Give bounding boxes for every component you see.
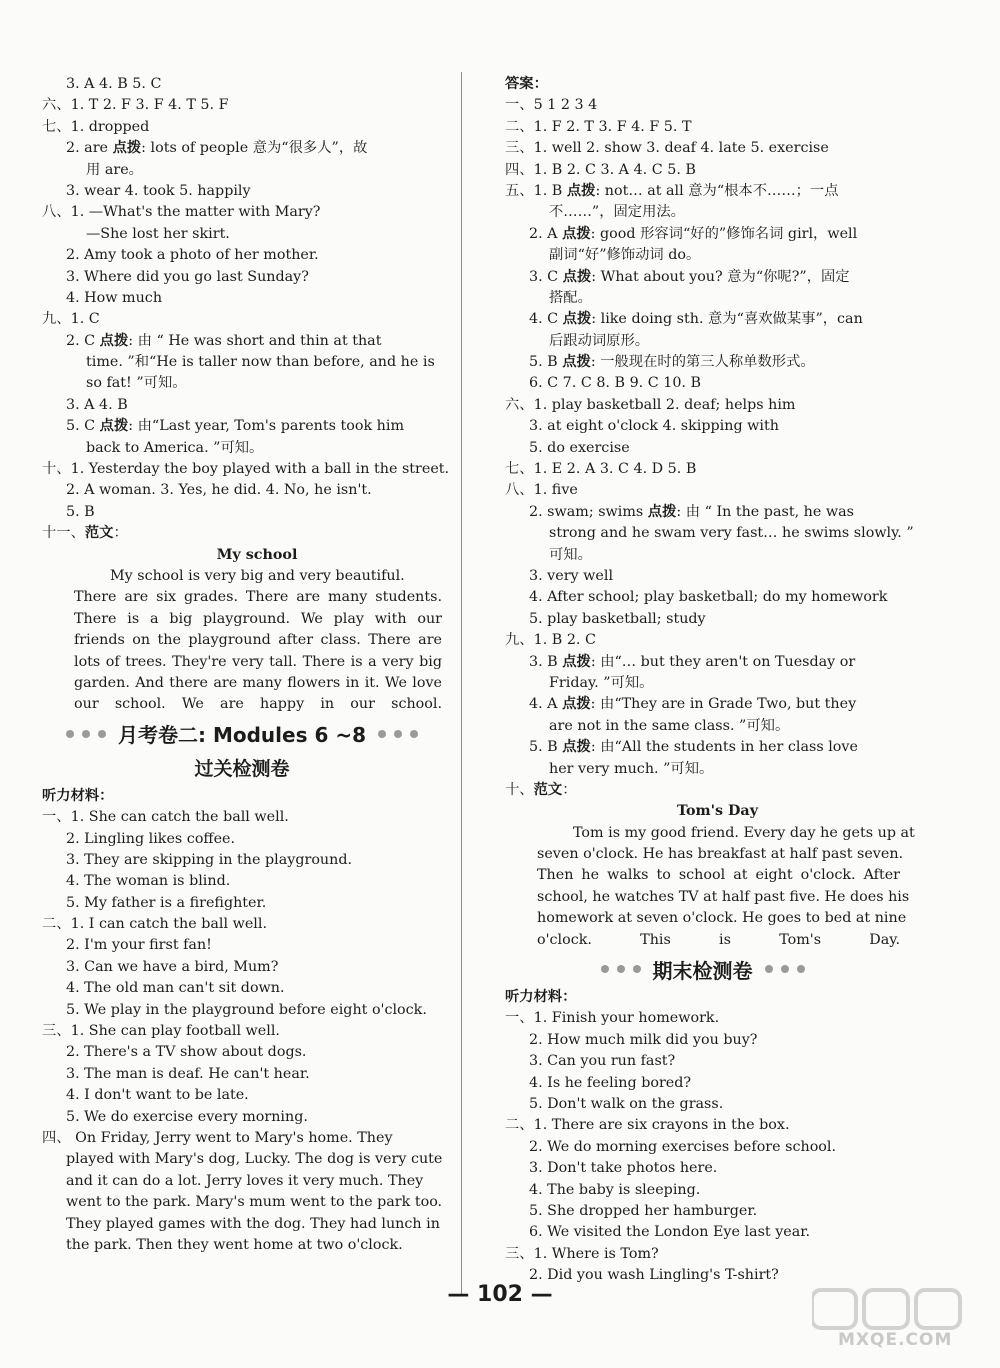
text-line: 3. A 4. B 5. C: [66, 76, 162, 92]
text-line: 3. at eight o'clock 4. skipping with: [529, 418, 779, 435]
text-line: 6. We visited the London Eye last year.: [529, 1224, 811, 1241]
text-line: Friday. ”可知。: [549, 674, 654, 691]
decorative-dots-icon: [601, 965, 641, 973]
essay-title: My school: [216, 546, 298, 563]
text-line: 4. The woman is blind.: [66, 873, 231, 890]
text-line: so fat! ”可知。: [86, 375, 187, 392]
text-line: 4. The baby is sleeping.: [529, 1181, 701, 1198]
text-line: 5. My father is a firefighter.: [66, 894, 267, 911]
text-line: 3. very well: [529, 567, 614, 584]
text-line: 用 are。: [86, 161, 143, 178]
text-line: 可知。: [549, 546, 592, 563]
text-line: 七、1. E 2. A 3. C 4. D 5. B: [505, 461, 697, 478]
text-line: 一、5 1 2 3 4: [505, 97, 598, 114]
text-line: 搭配。: [549, 289, 592, 306]
text-line: 2. swam; swims 点拨: 由 “ In the past, he was: [529, 503, 854, 520]
text-line: 4. I don't want to be late.: [66, 1087, 249, 1104]
text-line: 三、1. well 2. show 3. deaf 4. late 5. exercise: [505, 140, 829, 157]
text-line: —She lost her skirt.: [86, 225, 230, 242]
text-line: 3. A 4. B: [66, 396, 128, 413]
text-line: 一、1. Finish your homework.: [505, 1010, 720, 1027]
text-line: 2. I'm your first fan!: [66, 937, 212, 954]
page-number: — 102 —: [447, 1282, 553, 1307]
right-column: [505, 74, 915, 1286]
text-line: strong and he swam very fast… he swims slowly. ”: [549, 525, 914, 542]
text-line: 十、1. Yesterday the boy played with a ball in the street.: [42, 461, 450, 478]
text-line: 二、1. I can catch the ball well.: [42, 916, 268, 933]
text-line: There are six grades. There are many students.: [74, 589, 442, 606]
text-line: 九、1. B 2. C: [505, 632, 596, 649]
text-line: 不……”，固定用法。: [549, 204, 685, 221]
left-column: [42, 74, 450, 1256]
text-line: 三、1. She can play football well.: [42, 1023, 280, 1040]
text-line: 三、1. Where is Tom?: [505, 1245, 659, 1262]
text-line: garden. And there are many flowers in it. We love: [74, 674, 442, 691]
text-line: 2. are 点拨: lots of people 意为“很多人”，故: [66, 140, 368, 157]
text-line: 6. C 7. C 8. B 9. C 10. B: [529, 375, 702, 392]
text-line: played with Mary's dog, Lucky. The dog is very cute: [66, 1151, 443, 1168]
text-line: 3. Can we have a bird, Mum?: [66, 958, 279, 975]
text-line: 2. How much milk did you buy?: [529, 1031, 758, 1048]
text-line: 5. B 点拨: 一般现在时的第三人称单数形式。: [529, 354, 815, 371]
text-line: 3. B 点拨: 由“… but they aren't on Tuesday or: [529, 653, 856, 670]
text-line: and it can do a lot. Jerry loves it very much. They: [66, 1172, 424, 1189]
decorative-dots-icon: [378, 730, 418, 738]
text-line: 2. There's a TV show about dogs.: [66, 1044, 307, 1061]
text-line: My school is very big and very beautiful.: [110, 567, 405, 584]
text-line: back to America. ”可知。: [86, 439, 264, 456]
text-line: 十、范文：: [505, 781, 577, 798]
text-line: 5. play basketball; study: [529, 610, 706, 627]
text-line: 2. C 点拨: 由 “ He was short and thin at that: [66, 332, 382, 349]
text-line: 4. C 点拨: like doing sth. 意为“喜欢做某事”，can: [529, 311, 863, 328]
text-line: 2. Did you wash Lingling's T-shirt?: [529, 1267, 779, 1284]
text-line: 十一、范文：: [42, 525, 128, 542]
text-line: 4. After school; play basketball; do my homework: [529, 589, 888, 606]
text-line: homework at seven o'clock. He goes to bed at nine: [537, 910, 907, 927]
text-line: 3. wear 4. took 5. happily: [66, 182, 251, 199]
text-line: 四、 On Friday, Jerry went to Mary's home. They: [42, 1129, 393, 1146]
text-line: 六、1. T 2. F 3. F 4. T 5. F: [42, 97, 229, 114]
text-line: Then he walks to school at eight o'clock. After: [537, 867, 900, 884]
text-line: 5. B 点拨: 由“All the students in her class love: [529, 739, 858, 756]
text-line: 2. Lingling likes coffee.: [66, 830, 236, 847]
watermark-logo-icon: [812, 1286, 972, 1336]
text-line: our school. We are happy in our school.: [74, 696, 442, 713]
text-line: friends on the playground after class. There are: [74, 632, 442, 649]
text-line: 5. Don't walk on the grass.: [529, 1095, 724, 1112]
text-line: 六、1. play basketball 2. deaf; helps him: [505, 396, 796, 413]
text-line: 答案：: [505, 76, 548, 92]
text-line: time. ”和“He is taller now than before, and he is: [86, 354, 435, 371]
text-line: 5. do exercise: [529, 439, 630, 456]
text-line: 2. Amy took a photo of her mother.: [66, 247, 319, 264]
text-line: 2. A woman. 3. Yes, he did. 4. No, he isn't.: [66, 482, 372, 499]
text-line: 五、1. B 点拨: not… at all 意为“根本不……；一点: [505, 182, 839, 199]
decorative-dots-icon: [66, 730, 106, 738]
text-line: 4. The old man can't sit down.: [66, 980, 285, 997]
text-line: 二、1. F 2. T 3. F 4. F 5. T: [505, 118, 692, 135]
text-line: the park. Then they went home at two o'clock.: [66, 1236, 403, 1253]
text-line: 八、1. five: [505, 482, 578, 499]
text-line: 5. B: [66, 503, 95, 520]
text-line: school, he watches TV at half past five. He does his: [537, 888, 910, 905]
text-line: lots of trees. They're very tall. There is a very big: [74, 653, 442, 670]
text-line: 3. The man is deaf. He can't hear.: [66, 1065, 310, 1082]
text-line: 副词“好”修饰动词 do。: [549, 247, 701, 264]
text-line: 4. A 点拨: 由“They are in Grade Two, but they: [529, 696, 857, 713]
text-line: went to the park. Mary's mum went to the park too.: [66, 1194, 443, 1211]
section-title: 月考卷二: Modules 6 ~8: [42, 716, 442, 752]
section-subtitle: 过关检测卷: [194, 757, 290, 780]
essay-title: Tom's Day: [676, 803, 759, 820]
text-line: 3. Can you run fast?: [529, 1053, 676, 1070]
text-line: her very much. ”可知。: [549, 760, 714, 777]
text-line: 七、1. dropped: [42, 118, 150, 135]
text-line: 3. C 点拨: What about you? 意为“你呢?”，固定: [529, 268, 850, 285]
decorative-dots-icon: [765, 965, 805, 973]
text-line: 后跟动词原形。: [549, 332, 650, 349]
text-line: 5. She dropped her hamburger.: [529, 1202, 758, 1219]
text-line: 2. We do morning exercises before school.: [529, 1138, 837, 1155]
text-line: 2. A 点拨: good 形容词“好的”修饰名词 girl，well: [529, 225, 858, 242]
text-line: Tom is my good friend. Every day he gets up at: [573, 824, 915, 841]
text-line: 二、1. There are six crayons in the box.: [505, 1117, 790, 1134]
text-line: 4. Is he feeling bored?: [529, 1074, 692, 1091]
text-line: There is a big playground. We play with our: [74, 610, 442, 627]
text-line: 3. They are skipping in the playground.: [66, 851, 353, 868]
text-line: 八、1. —What's the matter with Mary?: [42, 204, 321, 221]
text-line: 听力材料：: [42, 787, 114, 804]
text-line: 5. We play in the playground before eight o'clock.: [66, 1001, 427, 1018]
text-line: 3. Don't take photos here.: [529, 1160, 718, 1177]
watermark-site: MXQE.COM: [838, 1330, 953, 1350]
text-line: 听力材料：: [505, 989, 577, 1006]
text-line: o'clock. This is Tom's Day.: [537, 931, 900, 948]
column-divider: [461, 72, 462, 1294]
section-title: 期末检测卷: [505, 951, 900, 987]
text-line: are not in the same class. ”可知。: [549, 717, 790, 734]
text-line: 九、1. C: [42, 311, 100, 328]
text-line: 3. Where did you go last Sunday?: [66, 268, 309, 285]
text-line: They played games with the dog. They had lunch in: [66, 1215, 440, 1232]
text-line: seven o'clock. He has breakfast at half past seven.: [537, 846, 904, 863]
text-line: 四、1. B 2. C 3. A 4. C 5. B: [505, 161, 696, 178]
text-line: 5. C 点拨: 由“Last year, Tom's parents took him: [66, 418, 405, 435]
text-line: 4. How much: [66, 289, 163, 306]
text-line: 5. We do exercise every morning.: [66, 1108, 308, 1125]
text-line: 一、1. She can catch the ball well.: [42, 809, 289, 826]
